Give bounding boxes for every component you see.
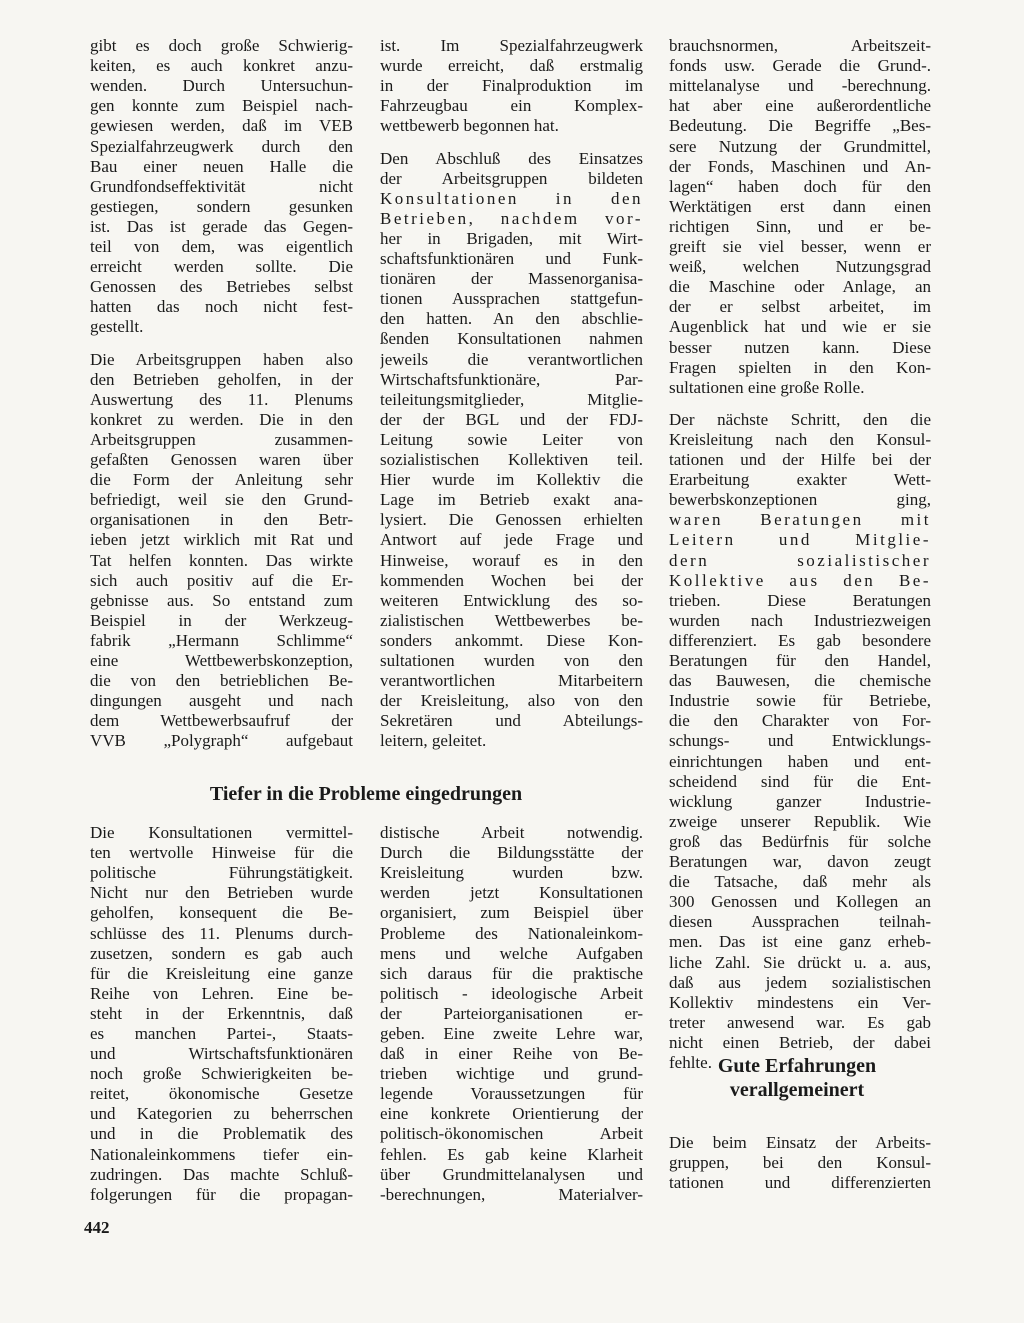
text-line: greift sie viel besser, wenn er <box>669 237 931 256</box>
text-line: daß in einer Reihe von Be- <box>380 1044 643 1063</box>
text-line: lagen“ haben doch für den <box>669 177 931 196</box>
text-line: keiten, es auch konkret anzu- <box>90 56 353 75</box>
text-line: sonders ankommt. Diese Kon- <box>380 631 643 650</box>
text-line: distische Arbeit notwendig. <box>380 823 643 842</box>
text-line: Probleme des Nationaleinkom- <box>380 924 643 943</box>
text-line: schlüsse des 11. Plenums durch- <box>90 924 353 943</box>
text-line: fonds usw. Gerade die Grund-. <box>669 56 931 75</box>
text-line: sultationen wurden von den <box>380 651 643 670</box>
text-line: gebnisse aus. So entstand zum <box>90 591 353 610</box>
text-line: dingungen ausgeht und nach <box>90 691 353 710</box>
text-line: den hatten. An den abschlie- <box>380 309 643 328</box>
text-line: Kollektiv mindestens ein Ver- <box>669 993 931 1012</box>
text-line: über Grundmittelanalysen und <box>380 1165 643 1184</box>
text-line: hatten das noch nicht fest- <box>90 297 353 316</box>
text-line: gestiegen, sondern gesunken <box>90 197 353 216</box>
text-line: teileitungsmitglieder, Mitglie- <box>380 390 643 409</box>
text-line: Kollektive aus den Be- <box>669 571 931 590</box>
text-line: reitet, ökonomische Gesetze <box>90 1084 353 1103</box>
text-line: zweige unserer Republik. Wie <box>669 812 931 831</box>
text-line: ieben jetzt wirklich mit Rat und <box>90 530 353 549</box>
text-line: gefaßten Genossen waren über <box>90 450 353 469</box>
text-line: in der Finalproduktion im <box>380 76 643 95</box>
text-line: der Kreisleitung, also von den <box>380 691 643 710</box>
text-line: Antwort auf jede Frage und <box>380 530 643 549</box>
text-line: tionären der Massenorganisa- <box>380 269 643 288</box>
text-line: fabrik „Hermann Schlimme“ <box>90 631 353 650</box>
text-line: Tat helfen konnten. Das wirkte <box>90 551 353 570</box>
text-line: mittelanalyse und -berechnung. <box>669 76 931 95</box>
text-line: lysiert. Die Genossen erhielten <box>380 510 643 529</box>
text-line: legende Voraussetzungen für <box>380 1084 643 1103</box>
text-line: Den Abschluß des Einsatzes <box>380 149 643 168</box>
text-line: organisationen in den Betr- <box>90 510 353 529</box>
text-line: ist. Das ist gerade das Gegen- <box>90 217 353 236</box>
text-line: werden jetzt Konsultationen <box>380 883 643 902</box>
text-line: Durch die Bildungsstätte der <box>380 843 643 862</box>
text-line: Lage im Betrieb exakt ana- <box>380 490 643 509</box>
text-line: tationen und differenzierten <box>669 1173 931 1192</box>
text-line: Werktätigen erst dann einen <box>669 197 931 216</box>
text-line: her in Brigaden, mit Wirt- <box>380 229 643 248</box>
text-line: kommenden Wochen bei der <box>380 571 643 590</box>
text-line: nicht einen Betrieb, der dabei <box>669 1033 931 1052</box>
text-line: gen konnte zum Beispiel nach- <box>90 96 353 115</box>
text-line: Arbeitsgruppen zusammen- <box>90 430 353 449</box>
text-line: zialistischen Wettbewerbes be- <box>380 611 643 630</box>
text-line: die den Charakter von For- <box>669 711 931 730</box>
text-line: Der nächste Schritt, den die <box>669 410 931 429</box>
text-line: eine konkrete Orientierung der <box>380 1104 643 1123</box>
text-line: diesen Aussprachen teilnah- <box>669 912 931 931</box>
text-line: leitern, geleitet. <box>380 731 487 750</box>
text-line: dern sozialistischer <box>669 551 931 570</box>
text-line: ten wertvolle Hinweise für die <box>90 843 353 862</box>
text-line: erreicht werden sollte. Die <box>90 257 353 276</box>
text-line: daß aus jedem sozialistischen <box>669 973 931 992</box>
text-line: weiß, welchen Nutzungsgrad <box>669 257 931 276</box>
text-line: Beratungen war, davon zeugt <box>669 852 931 871</box>
text-line: Grundfondseffektivität nicht <box>90 177 353 196</box>
text-line: Bedeutung. Die Begriffe „Bes- <box>669 116 931 135</box>
text-line: befriedigt, weil sie den Grund- <box>90 490 353 509</box>
text-line: wicklung ganzer Industrie- <box>669 792 931 811</box>
text-line: sich auch positiv auf die Er- <box>90 571 353 590</box>
text-line: folgerungen für die propagan- <box>90 1185 353 1204</box>
text-line: der der BGL und der FDJ- <box>380 410 643 429</box>
text-line: einrichtungen haben und ent- <box>669 752 931 771</box>
text-line: wenden. Durch Untersuchun- <box>90 76 353 95</box>
text-line: sozialistischen Kollektiven teil. <box>380 450 643 469</box>
text-line: Auswertung des 11. Plenums <box>90 390 353 409</box>
text-line: 300 Genossen und Kollegen an <box>669 892 931 911</box>
text-line: hat aber eine außerordentliche <box>669 96 931 115</box>
text-line: waren Beratungen mit <box>669 510 931 529</box>
text-line: Sekretären und Abteilungs- <box>380 711 643 730</box>
text-line: Reihe von Lehren. Eine be- <box>90 984 353 1003</box>
text-line: noch große Schwierigkeiten be- <box>90 1064 353 1083</box>
text-line: Nicht nur den Betrieben wurde <box>90 883 353 902</box>
text-line: und Wirtschaftsfunktionären <box>90 1044 353 1063</box>
text-line: das Bauwesen, die chemische <box>669 671 931 690</box>
text-line: brauchsnormen, Arbeitszeit- <box>669 36 931 55</box>
text-line: Hier wurde im Kollektiv die <box>380 470 643 489</box>
page-number: 442 <box>84 1218 110 1237</box>
text-line: politische Führungstätigkeit. <box>90 863 353 882</box>
text-line: den Betrieben geholfen, in der <box>90 370 353 389</box>
text-line: Industrie sowie für Betriebe, <box>669 691 931 710</box>
text-line: Leitern und Mitglie- <box>669 530 931 549</box>
text-line: Konsultationen in den <box>380 189 643 208</box>
text-line: liche Zahl. Sie drückt u. a. aus, <box>669 953 931 972</box>
text-line: Genossen des Betriebes selbst <box>90 277 353 296</box>
text-line: groß das Bedürfnis für solche <box>669 832 931 851</box>
text-line: Spezialfahrzeugwerk durch den <box>90 137 353 156</box>
text-line: treter anwesend war. Es gab <box>669 1013 931 1032</box>
text-line: der Arbeitsgruppen bildeten <box>380 169 643 188</box>
text-line: fehlte. <box>669 1053 712 1072</box>
section-heading-erfahrungen-line1: Gute Erfahrungen <box>717 1055 877 1077</box>
text-line: Augenblick hat und wie er sie <box>669 317 931 336</box>
text-line: Betrieben, nachdem vor- <box>380 209 643 228</box>
text-line: die Form der Anleitung sehr <box>90 470 353 489</box>
text-line: geben. Eine zweite Lehre war, <box>380 1024 643 1043</box>
text-line: verantwortlichen Mitarbeitern <box>380 671 643 690</box>
text-line: Nationaleinkommens tiefer ein- <box>90 1145 353 1164</box>
section-heading-probleme: Tiefer in die Probleme eingedrungen <box>209 783 523 805</box>
text-line: bewerbskonzeptionen ging, <box>669 490 931 509</box>
text-line: der Parteiorganisationen er- <box>380 1004 643 1023</box>
text-line: VVB „Polygraph“ aufgebaut <box>90 731 353 750</box>
text-line: geholfen, konsequent die Be- <box>90 903 353 922</box>
text-line: wettbewerb begonnen hat. <box>380 116 559 135</box>
text-line: ist. Im Spezialfahrzeugwerk <box>380 36 643 55</box>
text-line: Beispiel in der Werkzeug- <box>90 611 353 630</box>
text-line: es manchen Partei-, Staats- <box>90 1024 353 1043</box>
text-line: Die Konsultationen vermittel- <box>90 823 353 842</box>
text-line: die Maschine oder Anlage, an <box>669 277 931 296</box>
text-line: besser nutzen kann. Diese <box>669 338 931 357</box>
text-line: tationen und der Hilfe bei der <box>669 450 931 469</box>
text-line: Die Arbeitsgruppen haben also <box>90 350 353 369</box>
text-line: men. Das ist eine ganz erheb- <box>669 932 931 951</box>
text-line: Beratungen für den Handel, <box>669 651 931 670</box>
text-line: tionen Aussprachen stattgefun- <box>380 289 643 308</box>
text-line: die von den betrieblichen Be- <box>90 671 353 690</box>
text-line: die Tatsache, daß mehr als <box>669 872 931 891</box>
text-line: weiteren Entwicklung des so- <box>380 591 643 610</box>
text-line: ßenden Konsultationen nahmen <box>380 329 643 348</box>
text-line: Die beim Einsatz der Arbeits- <box>669 1133 931 1152</box>
text-line: eine Wettbewerbskonzeption, <box>90 651 353 670</box>
text-line: zusetzen, sondern es gab auch <box>90 944 353 963</box>
text-line: schaftsfunktionären und Funk- <box>380 249 643 268</box>
text-line: wurde erreicht, daß erstmalig <box>380 56 643 75</box>
text-line: jeweils die verantwortlichen <box>380 350 643 369</box>
text-line: trieben. Diese Beratungen <box>669 591 931 610</box>
text-line: steht in der Erkenntnis, daß <box>90 1004 353 1023</box>
text-line: Erarbeitung exakter Wett- <box>669 470 931 489</box>
text-line: Hinweise, worauf es in den <box>380 551 643 570</box>
text-line: und in die Problematik des <box>90 1124 353 1143</box>
text-line: schungs- und Entwicklungs- <box>669 731 931 750</box>
text-line: teil von dem, was eigentlich <box>90 237 353 256</box>
text-line: organisiert, zum Beispiel über <box>380 903 643 922</box>
text-line: und Kategorien zu beherrschen <box>90 1104 353 1123</box>
section-heading-erfahrungen-line2: verallgemeinert <box>729 1079 865 1101</box>
text-line: richtigen Sinn, und er be- <box>669 217 931 236</box>
text-line: für die Kreisleitung eine ganze <box>90 964 353 983</box>
text-line: fehlen. Es gab keine Klarheit <box>380 1145 643 1164</box>
text-line: scheidend sind für die Ent- <box>669 772 931 791</box>
text-line: trieben wichtige und grund- <box>380 1064 643 1083</box>
text-line: politisch-ökonomischen Arbeit <box>380 1124 643 1143</box>
text-line: der Fonds, Maschinen und An- <box>669 157 931 176</box>
text-line: -berechnungen, Materialver- <box>380 1185 643 1204</box>
text-line: dem Wettbewerbsaufruf der <box>90 711 353 730</box>
text-line: sere Nutzung der Grundmittel, <box>669 137 931 156</box>
text-line: zudringen. Das machte Schluß- <box>90 1165 353 1184</box>
text-line: Wirtschaftsfunktionäre, Par- <box>380 370 643 389</box>
text-line: gruppen, bei den Konsul- <box>669 1153 931 1172</box>
text-line: Fragen spielten in den Kon- <box>669 358 931 377</box>
text-line: wurden nach Industriezweigen <box>669 611 931 630</box>
text-line: gewiesen werden, daß im VEB <box>90 116 353 135</box>
text-line: konkret zu werden. Die in den <box>90 410 353 429</box>
text-line: Kreisleitung nach den Konsul- <box>669 430 931 449</box>
text-line: der er selbst arbeitet, im <box>669 297 931 316</box>
text-line: Kreisleitung wurden bzw. <box>380 863 643 882</box>
text-line: Leitung sowie Leiter von <box>380 430 643 449</box>
text-line: gestellt. <box>90 317 144 336</box>
text-line: sultationen eine große Rolle. <box>669 378 865 397</box>
text-line: gibt es doch große Schwierig- <box>90 36 353 55</box>
text-line: Fahrzeugbau ein Komplex- <box>380 96 643 115</box>
text-line: politisch - ideologische Arbeit <box>380 984 643 1003</box>
text-line: Bau einer neuen Halle die <box>90 157 353 176</box>
text-line: mens und welche Aufgaben <box>380 944 643 963</box>
text-line: sich daraus für die praktische <box>380 964 643 983</box>
text-line: differenziert. Es gab besondere <box>669 631 931 650</box>
